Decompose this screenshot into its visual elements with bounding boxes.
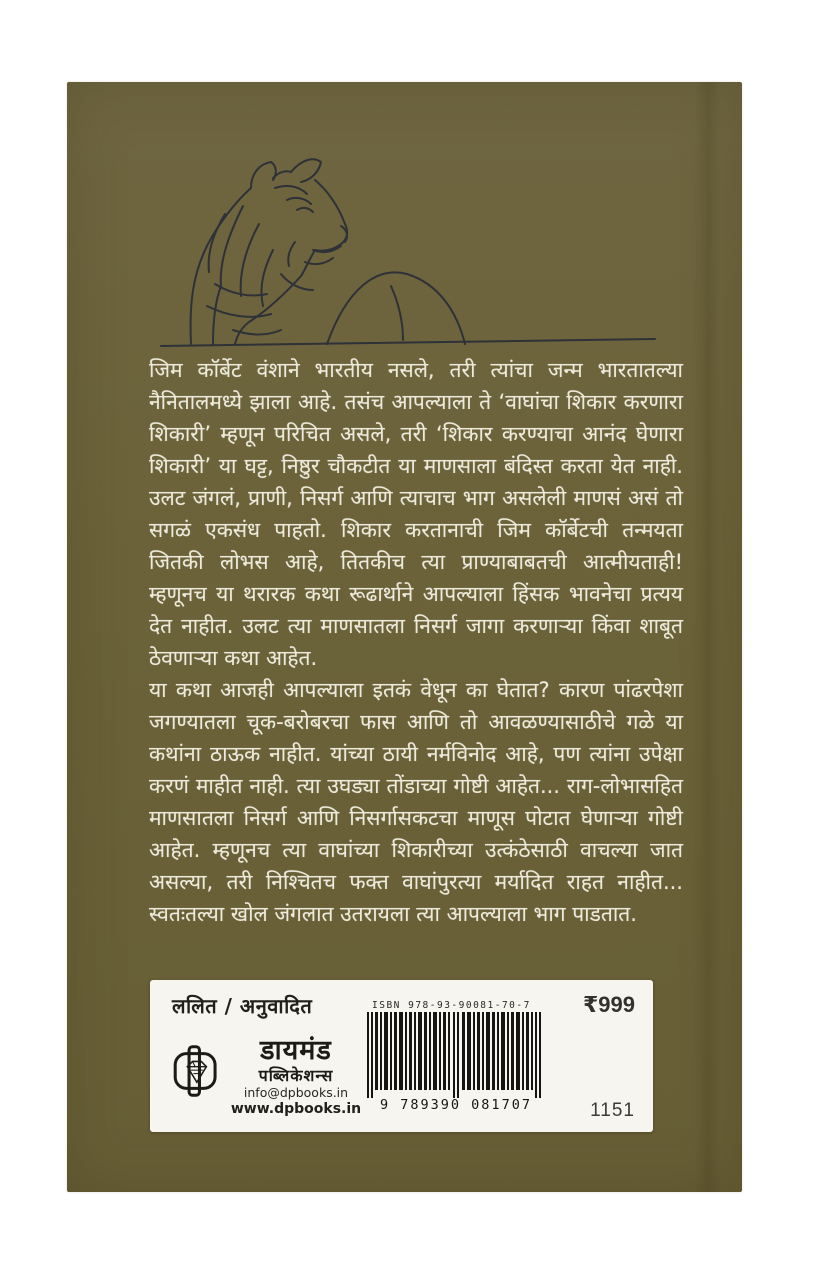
barcode-number: 9 789390 081707: [380, 1097, 532, 1113]
back-cover-blurb: [149, 354, 683, 930]
catalog-number: 1151: [590, 1100, 635, 1121]
diamond-publications-logo-icon: [170, 1042, 222, 1100]
isbn-label: ISBN 978-93-90081-70-7: [372, 1000, 531, 1011]
publisher-website: www.dpbooks.in: [230, 1101, 362, 1117]
book-back-cover: [67, 82, 742, 1192]
publisher-email: info@dpbooks.in: [243, 1085, 349, 1100]
publisher-name-line1: डायमंड: [260, 1035, 332, 1066]
blurb-paragraph-1: जिम कॉर्बेट वंशाने भारतीय नसले, तरी त्यांचा जन्म भारतातल्या नैनितालमध्ये झाला आहे. तसंच आपल्याला ते ‘वाघांचा शिकार करणारा शिकारी’ म्हणून परिचित असले, तरी ‘शिकार करण्याचा आनंद घेणारा शिकारी’ या घट्ट, निष्ठुर चौकटीत या माणसाला बंदिस्त करता येत नाही. उलट जंगलं, प्राणी, निसर्ग आणि त्याचाच भाग असलेली माणसं असं तो सगळं एकसंध पाहतो. शिकार करतानाची जिम कॉर्बेटची तन्मयता जितकी लोभस आहे, तितकीच त्या प्राण्याबाबतची आत्मीयताही! म्हणूनच या थरारक कथा रूढार्थाने आपल्याला हिंसक भावनेचा प्रत्यय देत नाहीत. उलट त्या माणसातला निसर्ग जागा करणाऱ्या किंवा शाबूत ठेवणाऱ्या कथा आहेत.: [149, 358, 683, 670]
publisher-info-bar: [150, 980, 653, 1132]
genre-label: ललित / अनुवादित: [172, 994, 313, 1018]
price-label: ₹999: [582, 992, 635, 1017]
tiger-line-drawing-icon: [155, 154, 665, 354]
barcode-block: [356, 1000, 556, 1113]
barcode-icon: [363, 1012, 549, 1098]
publisher-text: [226, 1036, 366, 1118]
publisher-name-line2: पब्लिकेशन्स: [258, 1066, 334, 1085]
blurb-paragraph-2: या कथा आजही आपल्याला इतकं वेधून का घेतात? कारण पांढरपेशा जगण्यातला चूक-बरोबरचा फास आणि तो आवळण्यासाठीचे गळे या कथांना ठाऊक नाहीत. यांच्या ठायी नर्मविनोद आहे, पण त्यांना उपेक्षा करणं माहीत नाही. त्या उघड्या तोंडाच्या गोष्टी आहेत... राग-लोभासहित माणसातला निसर्ग आणि निसर्गासकटचा माणूस पोटात घेणाऱ्या गोष्टी आहेत. म्हणूनच त्या वाघांच्या शिकारीच्या उत्कंठेसाठी वाचल्या जात असल्या, तरी निश्चितच फक्त वाघांपुरत्या मर्यादित राहत नाहीत... स्वतःतल्या खोल जंगलात उतरायला त्या आपल्याला भाग पाडतात.: [149, 678, 683, 926]
